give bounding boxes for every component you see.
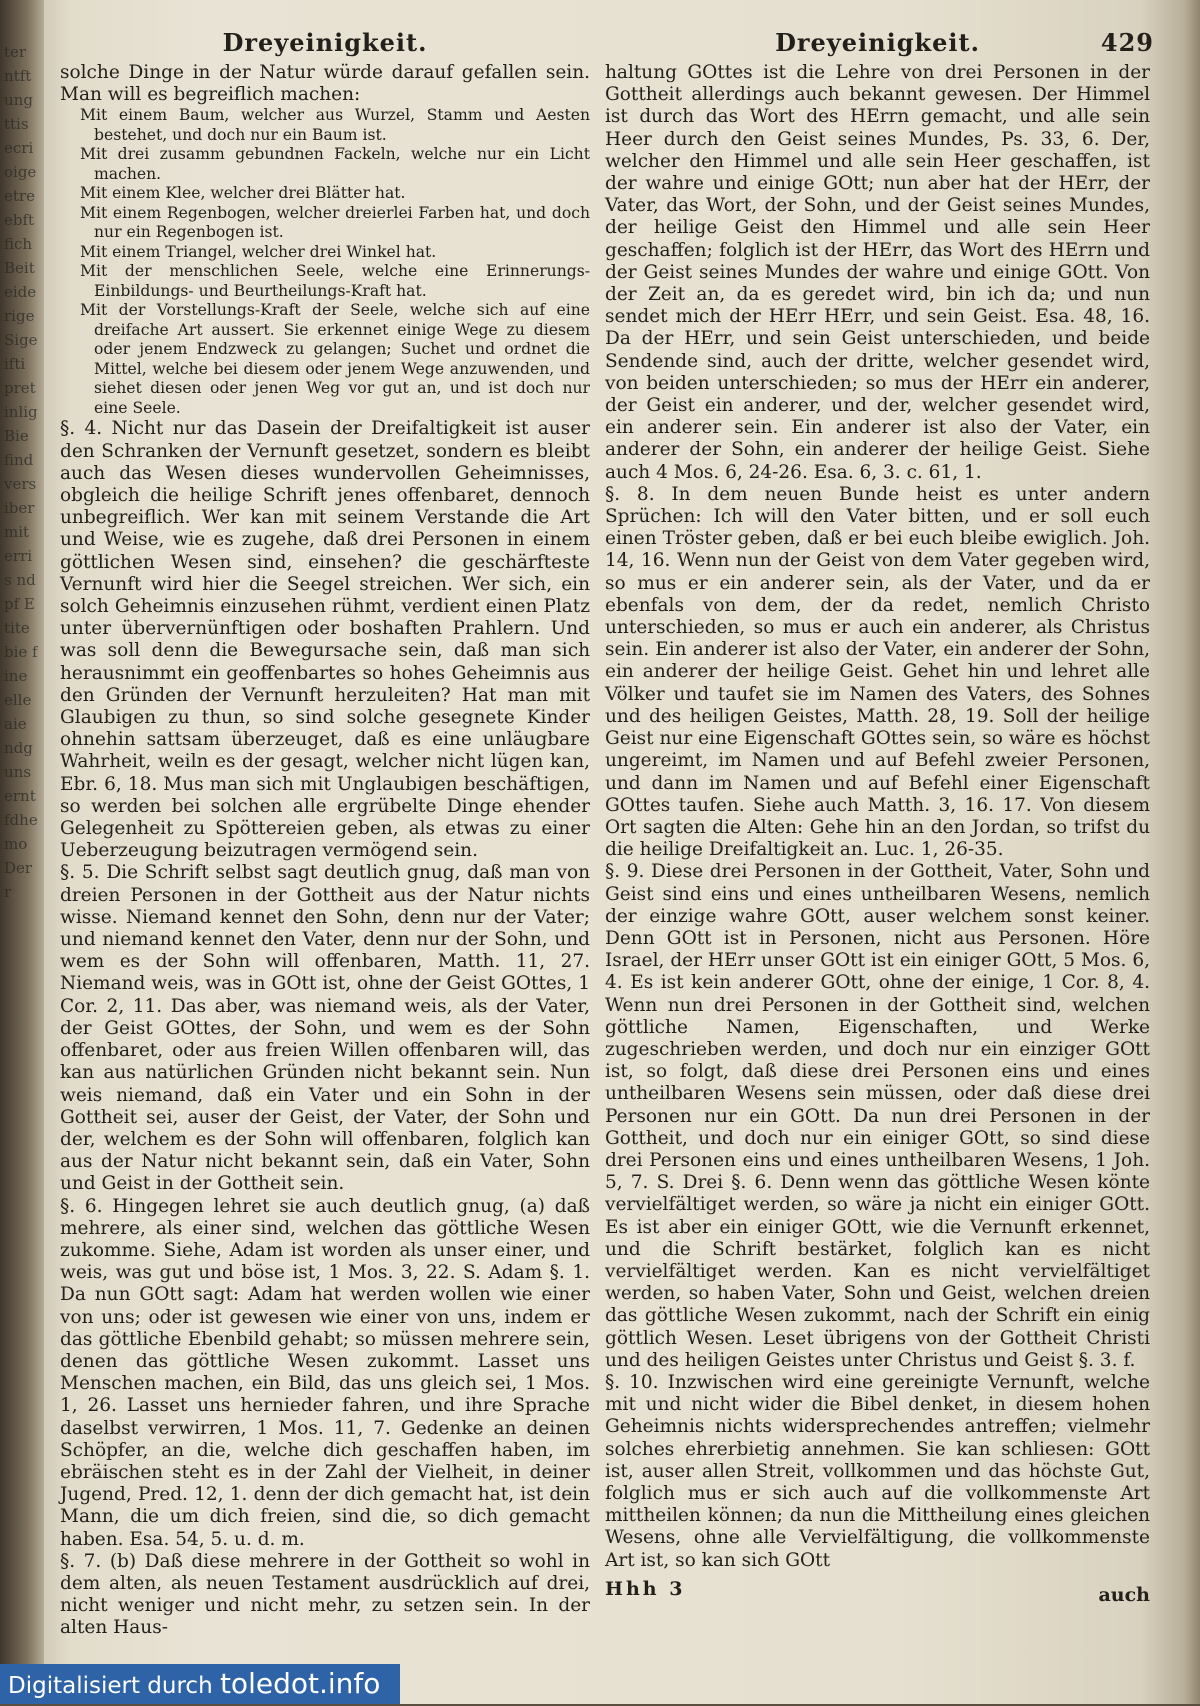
list-item: Mit der menschlichen Seele, welche eine Erinnerungs-Einbildungs- und Beurtheilungs-Kraft hat.	[80, 262, 590, 300]
section-8-paragraph: §. 8. In dem neuen Bunde heist es unter andern Sprüchen: Ich will den Vater bitten, und er soll euch einen Tröster geben, daß er bei euch bleibe ewiglich. Joh. 14, 16. Wenn nun der Geist von dem Vater gegeben wird, so mus er ein anderer sein, als der Vater, und da er ebenfals von dem, der da redet, nemlich Christo unterschieden, so mus er auch ein anderer, als Christus sein. Ein anderer ist also der Vater, ein anderer der Sohn, ein anderer der heilige Geist. Gehet hin und lehret alle Völker und taufet sie im Namen des Vaters, des Sohnes und des heiligen Geistes, Matth. 28, 19. Soll der heilige Geist nur eine Eigenschaft GOttes sein, so wäre es höchst ungereimt, im Namen und auf Befehl zweier Personen, und dann im Namen und auf Befehl einer Eigenschaft GOttes taufen. Siehe auch Matth. 3, 16. 17. Von diesem Ort sagten die Alten: Gehe hin an den Jordan, so trifst du die heilige Dreifaltigkeit an. Luc. 1, 26-35.	[605, 483, 1150, 861]
running-head-title: Dreyeinigkeit.	[775, 28, 980, 57]
list-item: Mit einem Regenbogen, welcher dreierlei Farben hat, und doch nur ein Regenbogen ist.	[80, 203, 590, 242]
section-7-paragraph: §. 7. (b) Daß diese mehrere in der Gottheit so wohl in dem alten, als neuen Testament ausdrücklich auf drei, nicht weniger und nicht mehr, zu setzen sein. In der alten Haus-	[60, 1550, 590, 1639]
continuation-paragraph: haltung GOttes ist die Lehre von drei Personen in der Gottheit allerdings auch bekannt gewesen. Der Himmel ist durch das Wort des HErrn gemacht, und alle sein Heer durch den Geist seines Mundes, Ps. 33, 6. Der, welcher den Himmel und alle sein Heer geschaffen, ist der wahre und einige GOtt; nun aber hat der HErr, der Vater, das Wort, der Sohn, und der Geist seines Mundes, der heilige Geist den Himmel und alle sein Heer geschaffen; folglich ist der HErr, das Wort des HErrn und der Geist seines Mundes der wahre und einige GOtt. Von der Zeit an, da es geredet wird, bin ich da; und nun sendet mich der HErr HErr, und sein Geist. Esa. 48, 16. Da der HErr, und sein Geist unterschieden, und beide Sendende sind, auch der dritte, welcher gesendet wird, von beiden unterschieden; so mus der HErr ein anderer, der Geist ein anderer, und der, welcher gesendet wird, ein anderer sein. Ein anderer ist also der Vater, ein anderer der Sohn, ein anderer der heilige Geist. Siehe auch 4 Mos. 6, 24-26. Esa. 6, 3. c. 61, 1.	[605, 62, 1150, 483]
section-9-paragraph: §. 9. Diese drei Personen in der Gottheit, Vater, Sohn und Geist sind eins und eines untheilbaren Wesens, nemlich der einzige wahre GOtt, auser welchem sonst keiner. Denn GOtt ist in Personen, nicht aus Personen. Höre Israel, der HErr unser GOtt ist ein einiger GOtt, 5 Mos. 6, 4. Es ist kein anderer GOtt, ohne der einige, 1 Cor. 8, 4. Wenn nun drei Personen in der Gottheit sind, welchen göttliche Namen, Eigenschaften, und Werke zugeschrieben werden, und doch nur ein einziger GOtt ist, so folgt, daß diese drei Personen eins und eines untheilbaren Wesens sein müssen, oder daß diese drei Personen nur ein GOtt. Da nun drei Personen in der Gottheit, und doch nur ein einiger GOtt, so sind diese drei Personen eins und eines untheilbaren Wesens, 1 Joh. 5, 7. S. Drei §. 6. Denn wenn das göttliche Wesen könte vervielfältiget werden, so wäre ja nicht ein einiger GOtt. Es ist aber ein einiger GOtt, wie die Vernunft erkennet, und die Schrift bestärket, folglich kan es nicht vervielfältiget werden. Kan es nicht vervielfältiget werden, so haben Vater, Sohn und Geist, welchen dreien das göttliche Wesen zukommt, nach der Schrift ein einig göttlich Wesen. Leset übrigens von der Gottheit Christi und des heiligen Geistes unter Christus und Geist §. 3. f.	[605, 861, 1150, 1371]
digitization-badge[interactable]	[0, 1664, 400, 1704]
left-column	[60, 20, 590, 1640]
signature-line	[605, 1574, 1150, 1604]
badge-brand-link[interactable]: toledot.info	[219, 1667, 381, 1700]
running-head-right	[605, 28, 1154, 58]
list-item: Mit drei zusamm gebundnen Fackeln, welche nur ein Licht machen.	[80, 145, 590, 183]
book-gutter	[0, 0, 44, 1704]
list-item: Mit der Vorstellungs-Kraft der Seele, welche sich auf eine dreifache Art aussert. Sie erkennet einige Wege zu diesem oder jenem Endzweck zu gelangen; Suchet und ordnet die Mittel, welche bei diesem oder jenem Wege anzuwenden, und siehet diesen oder jenen Weg vor gut an, und ist doch nur eine Seele.	[80, 301, 590, 417]
list-item: Mit einem Klee, welcher drei Blätter hat.	[80, 184, 406, 203]
badge-prefix: Digitalisiert durch	[8, 1673, 220, 1699]
previous-page-fragment: ter ntft ung ttis ecri oige etre ebft fich Beit eide rige Sige ifti pret inlig Bie find vers iber mit erris ndpf Etite bie fine elle aie ndg uns ernt fdhe mo Derr	[4, 43, 38, 901]
list-item: Mit einem Baum, welcher aus Wurzel, Stamm und Aesten bestehet, und doch nur ein Baum ist.	[80, 106, 590, 144]
list-item: Mit einem Triangel, welcher drei Winkel hat.	[80, 242, 437, 261]
section-5-paragraph: §. 5. Die Schrift selbst sagt deutlich gnug, daß man von dreien Personen in der Gottheit aus der Natur nichts wisse. Niemand kennet den Sohn, denn nur der Vater; und niemand kennet den Vater, denn nur der Sohn, und wem es der Sohn will offenbaren, Matth. 11, 27. Niemand weis, was in GOtt ist, ohne der Geist GOttes, 1 Cor. 2, 11. Das aber, was niemand weis, als der Vater, der Geist GOttes, der Sohn, und wem es der Sohn offenbaret, oder aus freien Willen offenbaren will, das kan aus natürlichen Gründen nicht bekannt sein. Nun weis niemand, daß ein Vater und ein Sohn in der Gottheit sei, auser der Geist, der Vater, der Sohn und der, welchem es der Sohn will offenbaren, folglich kan aus der Natur nicht bekannt sein, daß ein Vater, Sohn und Geist in der Gottheit sein.	[60, 862, 590, 1195]
analogy-list	[60, 106, 590, 418]
running-head-left: Dreyeinigkeit.	[222, 28, 428, 57]
catchword: auch	[1098, 1583, 1150, 1606]
section-10-paragraph: §. 10. Inzwischen wird eine gereinigte Vernunft, welche mit und nicht wider die Bibel denket, in diesem hohen Geheimnis nichts widersprechendes antreffen; vielmehr solches ehrerbietig annehmen. Sie kan schliesen: GOtt ist, auser allen Streit, vollkommen und das höchste Gut, folglich mus er sich auch auf die vollkommenste Art mittheilen können; da nun die Mittheilung eines gleichen Wesens, ohne alle Vervielfältigung, die vollkommenste Art ist, so kan sich GOtt	[605, 1371, 1150, 1571]
page-number: 429	[1100, 28, 1154, 57]
section-6-paragraph: §. 6. Hingegen lehret sie auch deutlich gnug, (a) daß mehrere, als einer sind, welchen das göttliche Wesen zukomme. Siehe, Adam ist worden als unser einer, und weis, was gut und böse ist, 1 Mos. 3, 22. S. Adam §. 1. Da nun GOtt sagt: Adam hat werden wollen wie einer von uns; oder ist gewesen wie einer von uns, indem er das göttliche Ebenbild gehabt; so müssen mehrere sein, denen das göttliche Wesen zukommt. Lasset uns Menschen machen, ein Bild, das uns gleich sei, 1 Mos. 1, 26. Lasset uns hernieder fahren, und ihre Sprache daselbst verwirren, 1 Mos. 11, 7. Gedenke an deinen Schöpfer, an die, welche dich geschaffen haben, im ebräischen steht es in der Zahl der Vielheit, in deiner Jugend, Pred. 12, 1. denn der dich gemacht hat, ist dein Mann, die um dich freien, sind die, so dich gemacht haben. Esa. 54, 5. u. d. m.	[60, 1195, 590, 1550]
right-column	[605, 20, 1154, 1606]
section-4-paragraph: §. 4. Nicht nur das Dasein der Dreifaltigkeit ist auser den Schranken der Vernunft gesetzet, sondern es bleibt auch das Wesen dieses wundervollen Geheimnisses, obgleich die heilige Schrift jenes offenbaret, dennoch unbegreiflich. Wer kan mit seinem Verstande die Art und Weise, wie es zugehe, daß drei Personen in einem göttlichen Wesen sind, einsehen? die geschärfteste Vernunft wird hier die Seegel streichen. Wer sich, ein solch Geheimnis einzusehen rühmt, verdient einen Platz unter übervernünftigen oder boshaften Prahlern. Und was soll denn die Bewegursache sein, daß man sich herausnimmt ein geoffenbartes so hohes Geheimnis aus den Gründen der Vernunft herzuleiten? Hat man mit Glaubigen zu thun, so sind solche gesegnete Kinder ohnehin sattsam überzeuget, daß es eine unläugbare Wahrheit, weiln es der gesagt, welcher nicht lügen kan, Ebr. 6, 18. Mus man sich mit Unglaubigen beschäftigen, so werden bei solchen alle ergrübelte Dinge ehender Gelegenheit zu Spöttereien geben, als etwas zu einer Ueberzeugung beizutragen vermögend sein.	[60, 418, 590, 862]
printer-signature: Hhh 3	[605, 1577, 686, 1600]
left-opening-paragraph: solche Dinge in der Natur würde darauf gefallen sein. Man will es begreiflich machen:	[60, 62, 590, 106]
